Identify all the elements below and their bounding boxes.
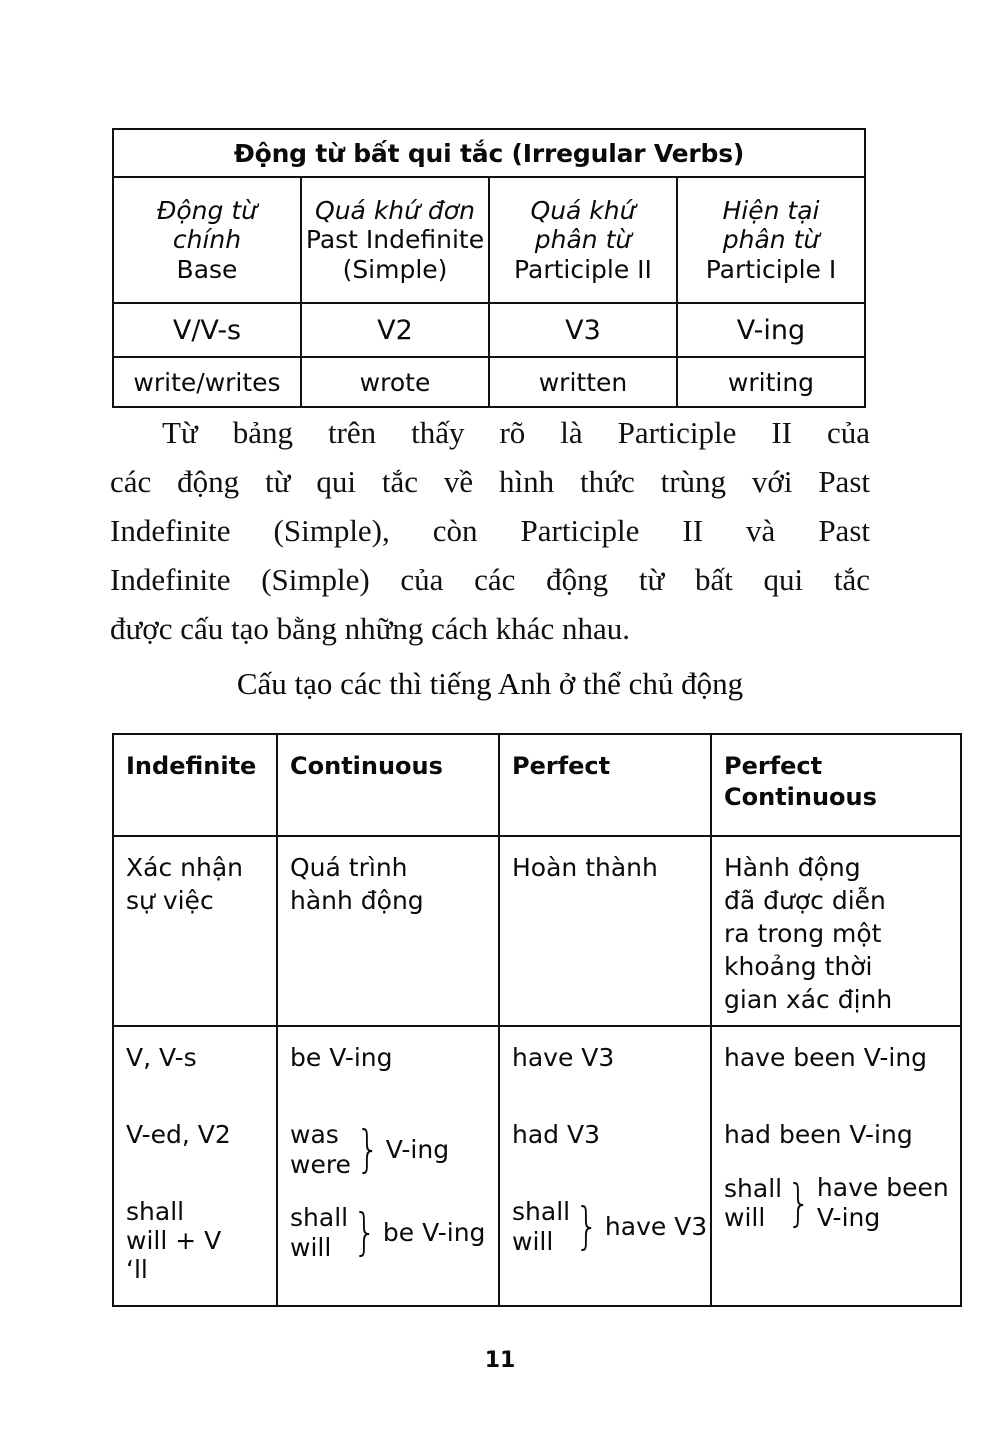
description-pc-line2: đã được diễn [724,886,886,915]
example-cell-written: written [489,357,677,407]
example-cell-write: write/writes [113,357,301,407]
form-pc-future-shall: shall [724,1173,783,1203]
spacer [126,1149,266,1197]
form-perfect-present: have V3 [512,1043,615,1072]
form-pc-past: had been V-ing [724,1120,913,1149]
description-perfect-continuous [711,836,961,1026]
spacer [512,1149,700,1197]
header-past-en-line2: (Simple) [342,254,448,284]
tenses-forms-row [113,1026,961,1306]
form-perfect-future-group [512,1197,708,1256]
tenses-header-indefinite: Indefinite [113,734,277,836]
description-continuous-line1: Quá trình [290,853,408,882]
form-pc-future-tail [817,1173,949,1233]
description-perfect-line1: Hoàn thành [512,853,658,882]
description-continuous [277,836,499,1026]
header-base-vi-line2: chính [172,225,242,255]
paragraph-line-3: Indefinite (Simple), còn Participle II và Past [110,513,870,548]
form-continuous-future-will: will [290,1232,332,1262]
forms-continuous [277,1026,499,1306]
description-pc-line3: ra trong một [724,919,882,948]
form-pc-future-stack [724,1174,782,1233]
form-continuous-past-tail: V-ing [385,1134,450,1164]
header-pii-vi-line2: phân từ [534,225,632,255]
form-continuous-future-group [290,1203,488,1262]
tenses-header-perfect-continuous [711,734,961,836]
form-indefinite-future-line3: ‘ll [126,1255,148,1284]
spacer [290,1072,488,1120]
forms-indefinite [113,1026,277,1306]
tenses-header-pc-line2: Continuous [724,782,877,811]
code-cell-ving: V-ing [677,303,865,357]
form-continuous-future-stack [290,1203,348,1262]
form-perfect-future-shall: shall [512,1197,571,1226]
description-indefinite-line1: Xác nhận [126,853,243,882]
form-continuous-past-was: was [290,1120,339,1149]
paragraph-line-2: các động từ qui tắc về hình thức trùng với Past [110,464,870,499]
header-pi-en: Participle I [705,254,837,284]
form-perfect-future-will: will [512,1226,554,1256]
code-cell-v2: V2 [301,303,489,357]
brace-right-icon: } [787,1173,811,1232]
form-continuous-past-stack [290,1120,351,1179]
form-continuous-past-group [290,1120,488,1179]
form-continuous-future-tail: be V-ing [382,1217,486,1247]
table-row-title [113,129,865,177]
irregular-verbs-table [112,128,866,408]
paragraph-line-1 [110,408,870,457]
header-pi-vi-line2: phân từ [722,225,820,255]
tenses-header-perfect: Perfect [499,734,711,836]
form-indefinite-present: V, V-s [126,1043,197,1072]
brace-right-icon: } [353,1203,377,1261]
tenses-header-pc-line1: Perfect [724,752,823,780]
form-pc-future-tail-line2: V-ing [816,1203,881,1232]
form-indefinite-past: V-ed, V2 [126,1120,231,1149]
example-cell-wrote: wrote [301,357,489,407]
forms-perfect-continuous [711,1026,961,1306]
paragraph-line-1-text: Từ bảng trên thấy rõ là Participle II của [162,415,870,450]
form-indefinite-future-line2: will + V [126,1226,222,1255]
description-indefinite-line2: sự việc [126,886,214,915]
spacer [290,1179,488,1203]
spacer [512,1072,700,1120]
header-pii-en: Participle II [514,254,652,284]
form-continuous-present: be V-ing [290,1043,393,1072]
tenses-header-continuous: Continuous [277,734,499,836]
description-indefinite [113,836,277,1026]
header-cell-past-indefinite [301,177,489,303]
form-perfect-past: had V3 [512,1120,600,1149]
table-row-codes [113,303,865,357]
spacer [724,1072,950,1120]
form-continuous-future-shall: shall [290,1203,349,1232]
section-subheading: Cấu tạo các thì tiếng Anh ở thể chủ động [236,666,744,701]
header-past-en-line1: Past Indefinite [305,225,485,255]
irregular-verbs-table-title: Động từ bất qui tắc (Irregular Verbs) [113,129,865,177]
header-cell-base [113,177,301,303]
form-perfect-future-stack [512,1197,570,1256]
header-cell-participle-i [677,177,865,303]
example-cell-writing: writing [677,357,865,407]
code-cell-base: V/V-s [113,303,301,357]
forms-perfect [499,1026,711,1306]
body-paragraph [110,408,870,653]
paragraph-line-5: được cấu tạo bằng những cách khác nhau. [110,611,630,646]
brace-right-icon: } [355,1120,380,1178]
tenses-header-row [113,734,961,836]
spacer [126,1072,266,1120]
page-number: 11 [484,1348,516,1373]
description-pc-line4: khoảng thời [724,952,873,981]
form-pc-present: have been V-ing [724,1043,928,1072]
code-cell-v3: V3 [489,303,677,357]
form-continuous-past-were: were [290,1149,351,1179]
header-past-vi: Quá khứ đơn [315,195,475,225]
brace-right-icon: } [575,1197,599,1255]
form-pc-future-will: will [724,1203,766,1232]
description-pc-line1: Hành động [724,853,861,882]
table-row-example [113,357,865,407]
tenses-description-row [113,836,961,1026]
form-pc-future-group [724,1173,950,1233]
tenses-table [112,733,962,1307]
description-continuous-line2: hành động [290,886,424,915]
form-perfect-future-tail: have V3 [604,1211,708,1241]
description-pc-line5: gian xác định [724,985,893,1014]
paragraph-line-4: Indefinite (Simple) của các động từ bất qui tắc [110,562,870,597]
form-indefinite-future-line1: shall [126,1197,185,1226]
form-pc-future-tail-line1: have been [816,1173,949,1202]
header-pii-vi-line1: Quá khứ [530,195,636,225]
header-cell-participle-ii [489,177,677,303]
header-base-en: Base [176,254,238,284]
header-base-vi-line1: Động từ [157,195,257,225]
description-perfect [499,836,711,1026]
spacer [724,1149,950,1173]
table-row-headers [113,177,865,303]
header-pi-vi-line1: Hiện tại [722,195,820,225]
